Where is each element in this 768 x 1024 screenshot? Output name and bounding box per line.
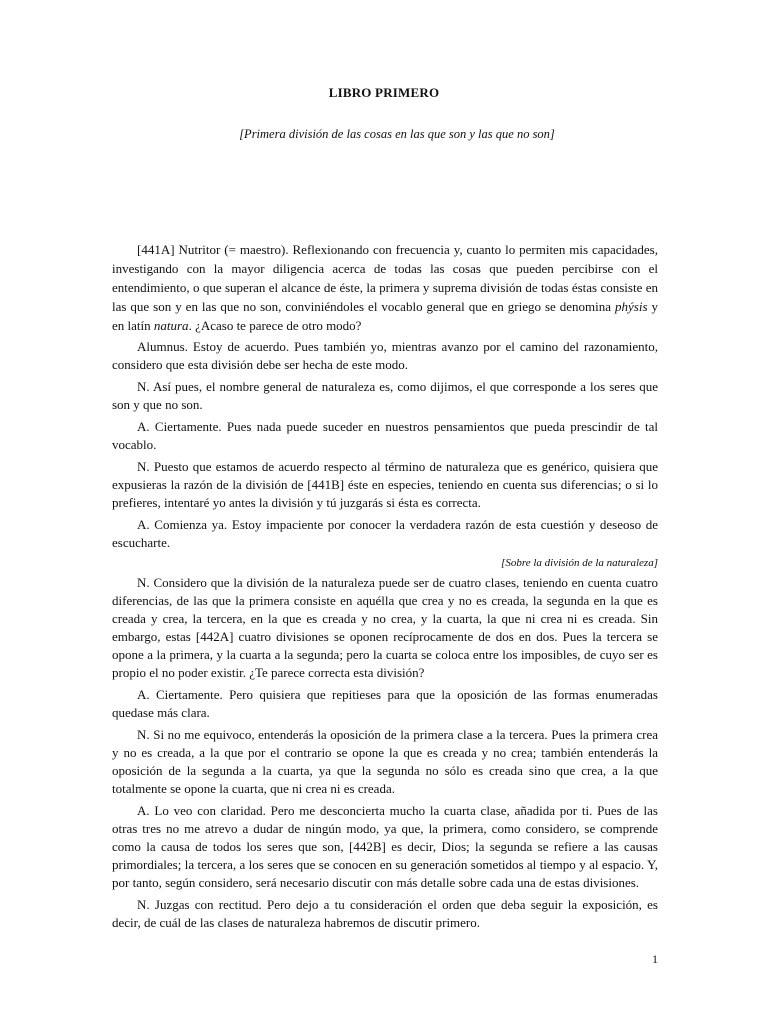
page-number: 1 bbox=[652, 952, 658, 966]
paragraph: A. Lo veo con claridad. Pero me desconcierta mucho la cuarta clase, añadida por ti. Pues de las otras tres no me atrevo a dudar de ningún modo, ya que, la primera, como considero, se comprende como la causa de todos los seres que son, [442B] es decir, Dios; la segunda se refiere a las causas primordiales; la tercera, a los seres que se conocen en su generación sometidos al tiempo y al espacio. Y, por tanto, según considero, será necesario discutir con más detalle sobre cada una de estas divisiones. bbox=[112, 803, 658, 890]
paragraph: N. Si no me equivoco, entenderás la oposición de la primera clase a la tercera. Pues la primera crea y no es creada, a la que por el contrario se opone la que es creada y no crea; también entenderás la oposición de la segunda a la cuarta, ya que la segunda no sólo es creada sino que crea, a la que totalmente se opone la cuarta, que ni crea ni es creada. bbox=[112, 727, 658, 796]
paragraph: A. Ciertamente. Pero quisiera que repitieses para que la oposición de las formas enumeradas quedase más clara. bbox=[112, 687, 658, 720]
greek-term: phýsis bbox=[615, 299, 648, 314]
paragraph-text: y en latín bbox=[112, 299, 658, 333]
section-heading: [Sobre la división de la naturaleza] bbox=[501, 557, 658, 569]
paragraph: A. Ciertamente. Pues nada puede suceder en nuestros pensamientos que pueda prescindir de tal vocablo. bbox=[112, 419, 658, 452]
chapter-subtitle: [Primera división de las cosas en las que son y las que no son] bbox=[239, 127, 555, 141]
paragraph-441a bbox=[112, 240, 658, 335]
paragraph-text: [441A] Nutritor (= maestro). Reflexionando con frecuencia y, cuanto lo permiten mis capacidades, investigando con la mayor diligencia acerca de todas las cosas que pueden percibirse con el entendimiento, o que superan el alcance de éste, la primera y suprema división de todas éstas consiste en las que son y en las que no son, conviniéndoles el vocablo general que en griego se denomina bbox=[112, 242, 658, 314]
paragraph: A. Comienza ya. Estoy impaciente por conocer la verdadera razón de esta cuestión y deseoso de escucharte. bbox=[112, 517, 658, 550]
paragraph: N. Juzgas con rectitud. Pero dejo a tu consideración el orden que deba seguir la exposición, es decir, de cuál de las clases de naturaleza habremos de discutir primero. bbox=[112, 897, 658, 930]
paragraph: N. Considero que la división de la naturaleza puede ser de cuatro clases, teniendo en cuenta cuatro diferencias, de las que la primera consiste en aquélla que crea y no es creada, la segunda en la que es creada y crea, la tercera, en la que es creada y no crea, y la cuarta, la que ni crea ni es creada. Sin embargo, estas [442A] cuatro divisiones se oponen recíprocamente de dos en dos. Pues la tercera se opone a la primera, y la cuarta a la segunda; pero la cuarta se coloca entre los imposibles, de cuyo ser es propio el no poder existir. ¿Te parece correcta esta división? bbox=[112, 575, 658, 680]
paragraph: N. Puesto que estamos de acuerdo respecto al término de naturaleza que es genérico, quisiera que expusieras la razón de la división de [441B] éste en especies, teniendo en cuenta sus diferencias; o si lo prefieres, intentaré yo antes la división y tú juzgarás si ésta es correcta. bbox=[112, 459, 658, 510]
paragraph-text: . ¿Acaso te parece de otro modo? bbox=[188, 318, 362, 333]
chapter-title: LIBRO PRIMERO bbox=[328, 85, 440, 100]
paragraph: Alumnus. Estoy de acuerdo. Pues también yo, mientras avanzo por el camino del razonamiento, considero que esta división debe ser hecha de este modo. bbox=[112, 339, 658, 372]
latin-term: natura bbox=[153, 318, 189, 333]
paragraph: N. Así pues, el nombre general de naturaleza es, como dijimos, el que corresponde a los seres que son y que no son. bbox=[112, 379, 658, 412]
body-text bbox=[112, 240, 658, 936]
